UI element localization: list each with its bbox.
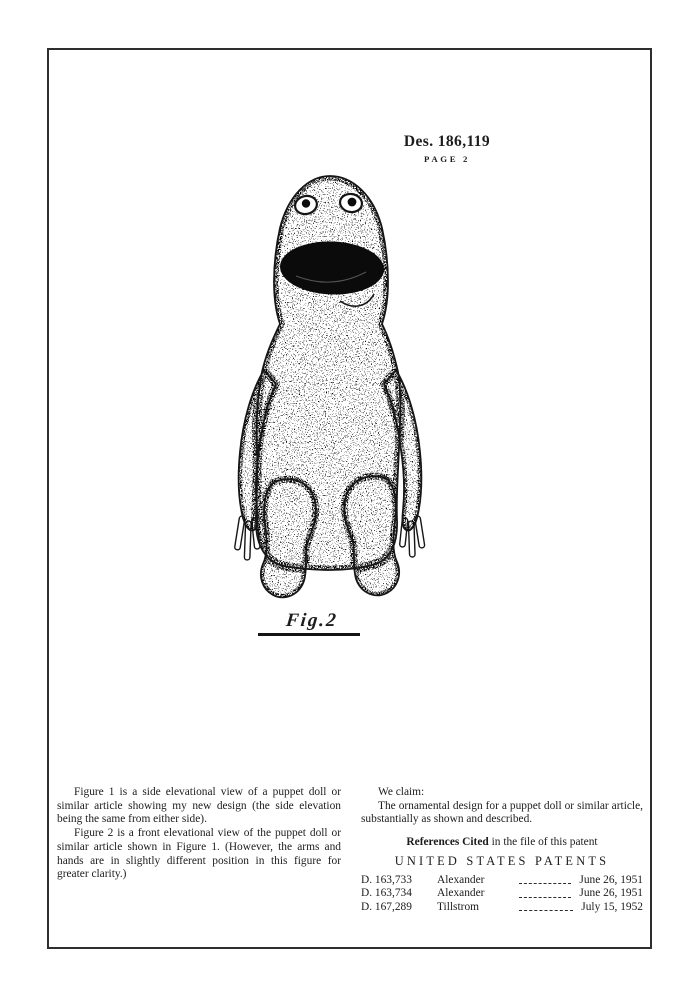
reference-leader — [519, 883, 571, 884]
reference-inventor: Tillstrom — [437, 901, 479, 914]
reference-date: July 15, 1952 — [581, 901, 643, 914]
reference-number: D. 167,289 — [361, 901, 412, 914]
us-patents-heading: UNITED STATES PATENTS — [394, 853, 610, 868]
figure-label-text: Fig.2 — [285, 610, 339, 631]
reference-number: D. 163,734 — [361, 887, 412, 900]
reference-inventor: Alexander — [437, 873, 485, 886]
description-paragraph-2: Figure 2 is a front elevational view of the puppet doll or similar article shown in Figure 1. (However, the arms and hands are in slightly different position in this figure for greater clarity.) — [57, 827, 341, 881]
references-cited-line — [361, 836, 643, 850]
puppet-drawing — [210, 166, 445, 611]
reference-leader — [519, 897, 571, 898]
description-paragraph-1: Figure 1 is a side elevational view of a puppet doll or similar article showing my new design (the side elevation being the same from either side). — [57, 786, 341, 826]
patent-reference-row — [361, 874, 643, 888]
reference-inventor: Alexander — [437, 887, 485, 900]
patent-number: Des. 186,119 — [403, 133, 491, 150]
references-cited-rest: in the file of this patent — [491, 836, 598, 849]
references-cited-bold: References Cited — [406, 836, 489, 849]
references-table — [361, 874, 643, 915]
claims-column — [361, 786, 643, 915]
figure-label — [258, 610, 360, 636]
patent-reference-row — [361, 901, 643, 915]
reference-date: June 26, 1951 — [579, 887, 643, 900]
page-number: PAGE 2 — [424, 154, 470, 164]
patent-reference-row — [361, 887, 643, 901]
description-column — [57, 786, 341, 882]
reference-date: June 26, 1951 — [579, 873, 643, 886]
reference-number: D. 163,733 — [361, 873, 412, 886]
reference-leader — [519, 910, 573, 911]
page-header — [383, 133, 511, 164]
claims-heading: We claim: — [378, 786, 425, 798]
claims-paragraph: The ornamental design for a puppet doll or similar article, substantially as shown and described. — [361, 799, 643, 826]
